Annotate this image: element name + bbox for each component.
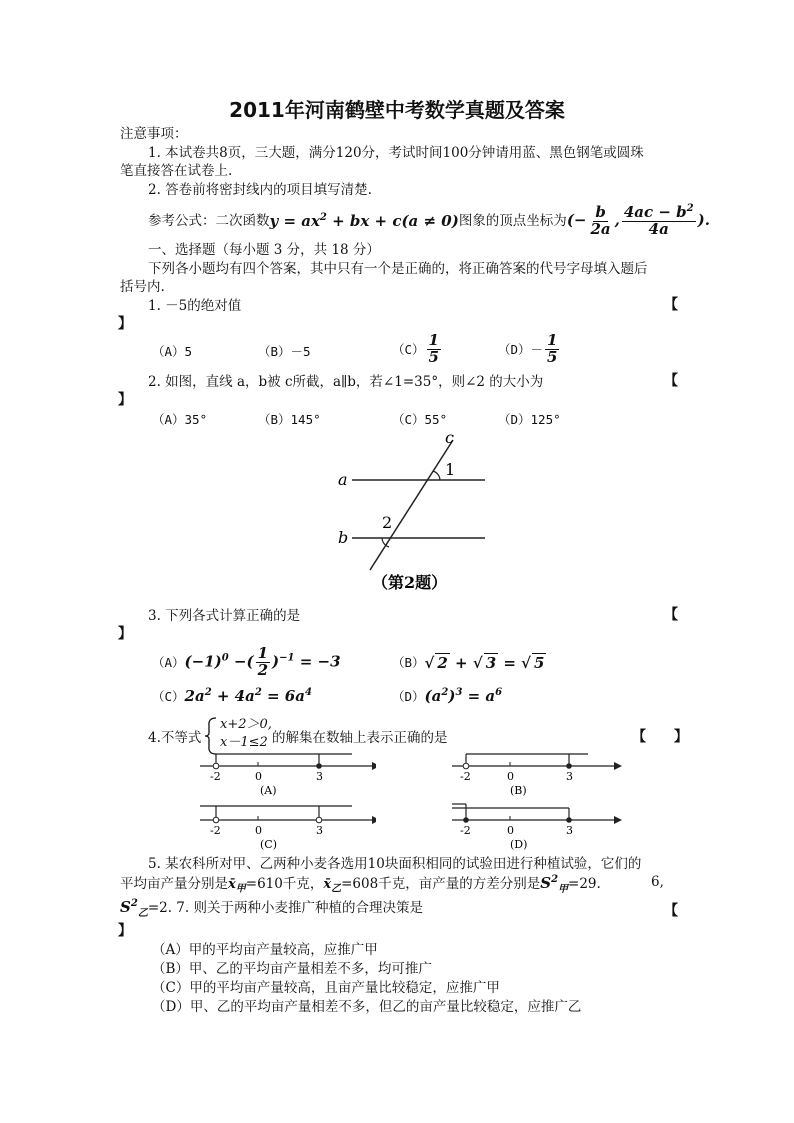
mean-jia: $x̄_甲$: [228, 877, 246, 895]
q5-option-d: （D）甲、乙的平均亩产量相差不多，但乙的亩产量比较稳定，应推广乙: [152, 999, 582, 1015]
q5-bracket-close: 】: [118, 923, 132, 939]
line-c: [370, 440, 456, 570]
variance-jia: $S^2_甲$: [540, 874, 569, 895]
svg-text:-2: -2: [460, 824, 471, 837]
q3-option-c: （C） $2a^2 + 4a^2 = 6a^4$: [152, 687, 312, 705]
vertex-formula: (− $\frac{b}{2a}$ , $\frac{4ac - b^2}{4a}$ ).: [566, 202, 710, 238]
q1-bracket-close: 】: [118, 316, 132, 332]
formula-mid: 图象的顶点坐标为: [458, 212, 567, 229]
option-c-label: (C): [260, 838, 277, 851]
figure-caption: （第2题）: [372, 573, 448, 592]
inequality-1: x+2＞0,: [220, 717, 272, 732]
svg-text:3: 3: [566, 824, 573, 837]
q3-option-d: （D） $(a^2)^3 = a^6$: [392, 687, 503, 705]
svg-text:3: 3: [316, 770, 323, 783]
label-c: c: [445, 430, 454, 447]
angle-1-arc: [433, 471, 440, 480]
section-1-instructions-cont: 括号内.: [120, 279, 165, 295]
q5-bracket-open: 【: [664, 903, 678, 919]
notice-item-2: 2. 答卷前将密封线内的项目填写清楚.: [148, 182, 372, 198]
q1-bracket-open: 【: [664, 297, 678, 313]
q5-stem-line2-tail: 6,: [651, 874, 664, 890]
svg-text:0: 0: [255, 824, 262, 837]
svg-text:-2: -2: [210, 824, 221, 837]
notice-item-1: 1. 本试卷共8页，三大题，满分120分，考试时间100分钟请用蓝、黑色钢笔或圆珠: [148, 145, 644, 161]
label-2: 2: [382, 513, 393, 532]
q2-option-a: （A）35°: [152, 412, 208, 427]
q1-option-d: （D）－ $\frac{1}{5}$: [498, 331, 558, 366]
q1-option-c: （C） $\frac{1}{5}$: [392, 331, 439, 366]
section-1-heading: 一、选择题（每小题 3 分，共 18 分）: [148, 242, 380, 258]
q1-option-b: （B）－5: [258, 344, 311, 359]
number-line-d: [448, 800, 628, 852]
quadratic-function: $y = ax^2$ + bx + c(a ≠ 0): [269, 212, 459, 230]
formula-prefix: 参考公式：二次函数: [148, 212, 270, 229]
reference-formula: [148, 200, 710, 242]
q4-bracket: 【 】: [632, 729, 688, 745]
q5-option-b: （B）甲、乙的平均亩产量相差不多，均可推广: [152, 961, 432, 977]
q4-stem-pre: 4.不等式: [148, 730, 202, 746]
svg-text:-2: -2: [460, 770, 471, 783]
q1-stem: 1. －5的绝对值: [148, 298, 242, 314]
q2-option-b: （B）145°: [258, 412, 321, 427]
option-a-label: (A): [260, 784, 277, 797]
q2-option-d: （D）125°: [498, 412, 561, 427]
q3-bracket-open: 【: [664, 607, 678, 623]
q3-bracket-close: 】: [118, 626, 132, 642]
svg-text:3: 3: [316, 824, 323, 837]
notice-heading: 注意事项：: [120, 126, 188, 142]
q2-bracket-close: 】: [118, 392, 132, 408]
q5-option-a: （A）甲的平均亩产量较高，应推广甲: [152, 942, 378, 958]
number-line-c: [196, 800, 376, 852]
label-a: a: [338, 470, 348, 489]
q3-option-b: （B） √ 2 + √ 3 = √ 5: [392, 653, 545, 672]
q4-stem-post: 的解集在数轴上表示正确的是: [272, 730, 448, 746]
q2-figure: [330, 430, 500, 595]
number-line-a: [196, 748, 376, 798]
q2-bracket-open: 【: [664, 373, 678, 389]
option-b-label: (B): [510, 784, 527, 797]
notice-item-1-cont: 笔直接答在试卷上.: [120, 163, 233, 179]
label-b: b: [338, 528, 349, 547]
svg-text:3: 3: [566, 770, 573, 783]
label-1: 1: [445, 460, 456, 479]
q2-option-c: （C）55°: [392, 412, 448, 427]
option-d-label: (D): [510, 838, 528, 851]
variance-yi: $S^2_乙$: [120, 898, 148, 919]
q5-stem-line3: $S^2_乙$ =2. 7. 则关于两种小麦推广种植的合理决策是: [120, 898, 423, 919]
page-title: 2011年河南鹤壁中考数学真题及答案: [229, 98, 565, 122]
mean-yi: $x̄_乙$: [323, 877, 342, 895]
q5-option-c: （C）甲的平均亩产量较高，且亩产量比较稳定，应推广甲: [152, 980, 500, 996]
q3-option-a: （A） $(-1)^0$ −( $\frac{1}{2}$ )$^{-1}$ = −3: [152, 643, 341, 679]
svg-text:0: 0: [507, 770, 514, 783]
svg-text:0: 0: [255, 770, 262, 783]
inequality-2: x－1≤2: [220, 735, 268, 750]
section-1-instructions: 下列各小题均有四个答案，其中只有一个是正确的，将正确答案的代号字母填入题后: [148, 261, 648, 277]
number-line-b: [448, 748, 628, 798]
q5-stem-line1: 5. 某农科所对甲、乙两种小麦各选用10块面积相同的试验田进行种植试验，它们的: [148, 856, 642, 872]
svg-text:-2: -2: [210, 770, 221, 783]
q5-stem-line2: 平均亩产量分别是 $x̄_甲$ =610千克， $x̄_乙$ =608千克，亩产量的方差分别是 $S^2_甲$ =29.: [120, 874, 601, 895]
svg-text:0: 0: [507, 824, 514, 837]
q1-option-a: （A）5: [152, 344, 193, 359]
q2-stem: 2. 如图，直线 a，b被 c所截，a∥b，若∠1=35°，则∠2 的大小为: [148, 374, 544, 390]
q3-stem: 3. 下列各式计算正确的是: [148, 608, 301, 624]
